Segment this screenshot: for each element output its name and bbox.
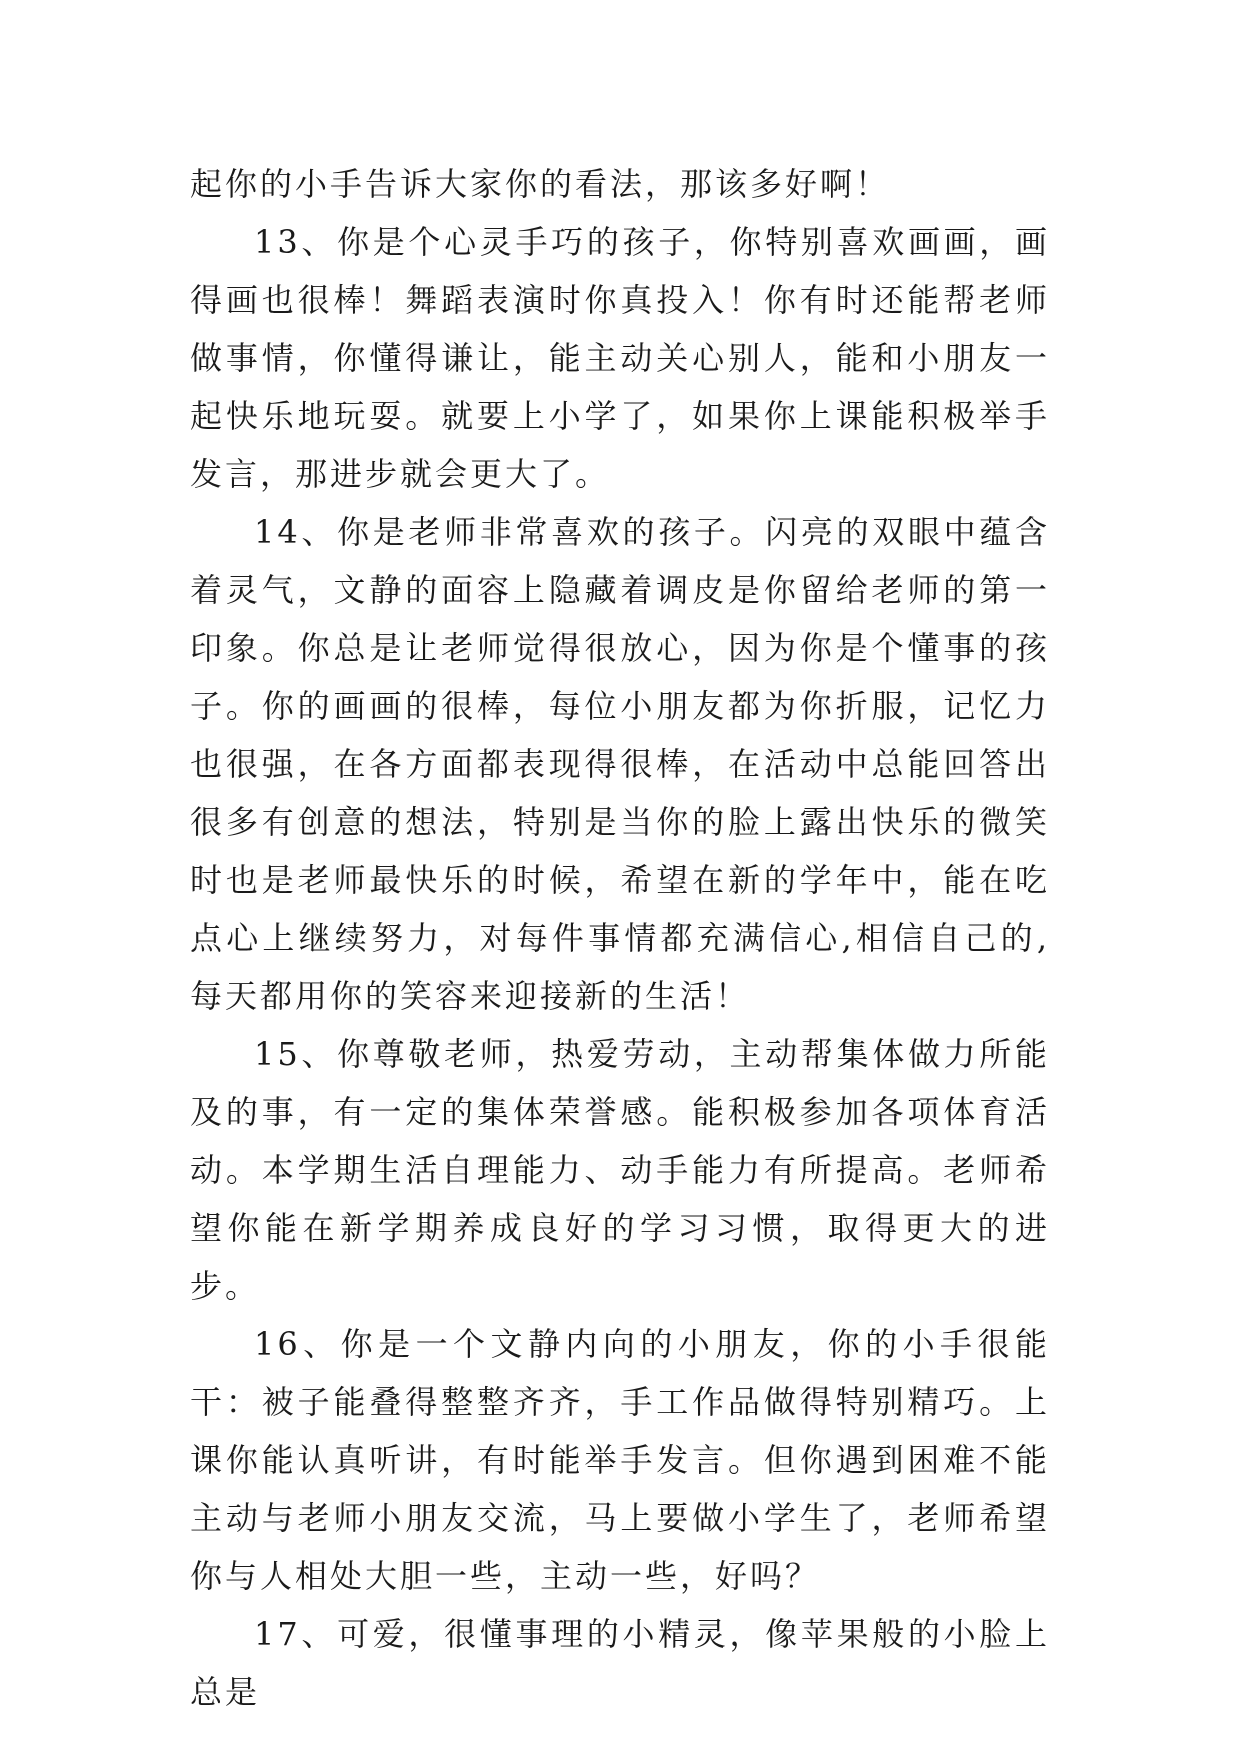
paragraph-15: 15、你尊敬老师，热爱劳动，主动帮集体做力所能及的事，有一定的集体荣誉感。能积极参加各项体育活动。本学期生活自理能力、动手能力有所提高。老师希望你能在新学期养成良好的学习习惯，取得更大的进步。 <box>190 1035 1050 1305</box>
paragraph-17: 17、可爱，很懂事理的小精灵，像苹果般的小脸上总是 <box>190 1615 1050 1711</box>
paragraph-continuation: 起你的小手告诉大家你的看法，那该多好啊！ <box>190 165 891 203</box>
paragraph-14: 14、你是老师非常喜欢的孩子。闪亮的双眼中蕴含着灵气，文静的面容上隐藏着调皮是你留给老师的第一印象。你总是让老师觉得很放心，因为你是个懂事的孩子。你的画画的很棒，每位小朋友都为你折服，记忆力也很强，在各方面都表现得很棒，在活动中总能回答出很多有创意的想法，特别是当你的脸上露出快乐的微笑时也是老师最快乐的时候，希望在新的学年中，能在吃点心上继续努力，对每件事情都充满信心,相信自己的,每天都用你的笑容来迎接新的生活！ <box>190 513 1050 1015</box>
paragraph-13: 13、你是个心灵手巧的孩子，你特别喜欢画画，画得画也很棒！舞蹈表演时你真投入！你有时还能帮老师做事情，你懂得谦让，能主动关心别人，能和小朋友一起快乐地玩耍。就要上小学了，如果你上课能积极举手发言，那进步就会更大了。 <box>190 223 1050 493</box>
document-body <box>190 155 1050 1721</box>
paragraph-16: 16、你是一个文静内向的小朋友，你的小手很能干：被子能叠得整整齐齐，手工作品做得特别精巧。上课你能认真听讲，有时能举手发言。但你遇到困难不能主动与老师小朋友交流，马上要做小学生了，老师希望你与人相处大胆一些，主动一些，好吗？ <box>190 1325 1050 1595</box>
